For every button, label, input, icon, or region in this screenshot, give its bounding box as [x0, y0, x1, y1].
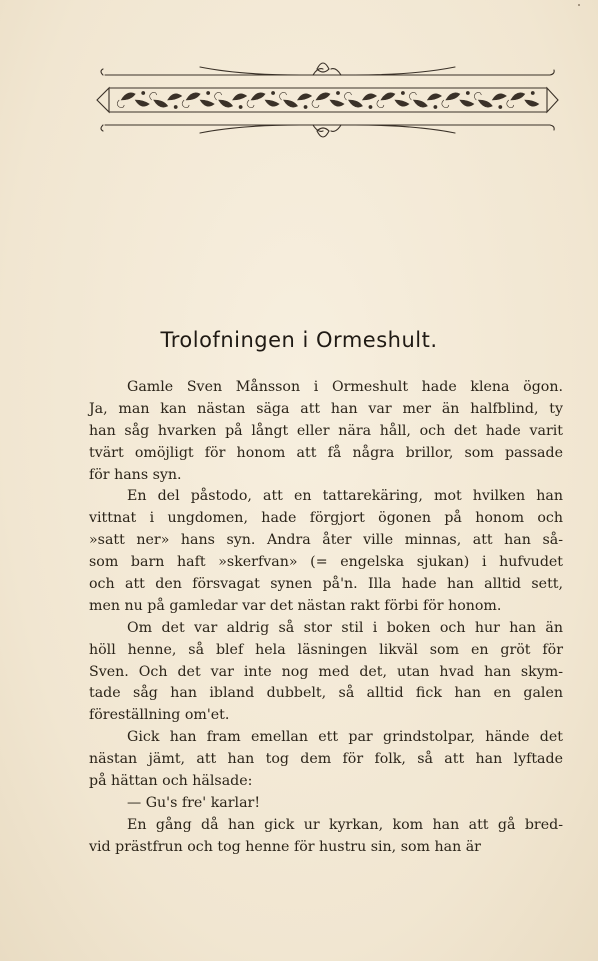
text-line: Gick han fram emellan ett par grindstolpar, hände det	[127, 729, 563, 746]
leaf-motif-icon	[409, 92, 441, 108]
paragraph	[89, 618, 563, 727]
text-line: för hans syn.	[89, 466, 182, 483]
leaf-motif-icon	[442, 91, 474, 107]
leaf-motif-icon	[280, 92, 312, 108]
chapter-title: Trolofningen i Ormeshult.	[160, 328, 438, 352]
leaf-motif-icon	[150, 92, 182, 108]
paragraph	[89, 793, 563, 815]
text-line: En gång då han gick ur kyrkan, kom han att gå bred-	[127, 816, 563, 833]
text-line: vittnat i ungdomen, hade förgjort ögonen på honom och	[89, 510, 563, 527]
text-line: tade såg han ibland dubbelt, så alltid fick han en galen	[89, 685, 563, 702]
leaf-motif-icon	[117, 91, 149, 107]
text-line: »satt ner» hans syn. Andra åter ville minnas, att han så-	[89, 532, 563, 549]
text-line: nästan jämt, att han tog dem för folk, så att han lyftade	[89, 751, 563, 768]
paragraph	[89, 377, 563, 486]
leaf-motif-icon	[182, 91, 214, 107]
text-line: och att den försvagat synen på'n. Illa hade han alltid sett,	[89, 576, 563, 593]
leaf-motif-icon	[215, 92, 247, 108]
body-text	[89, 377, 563, 859]
text-line: han såg hvarken på långt eller nära håll, och det hade varit	[89, 422, 563, 439]
leaf-motif-icon	[312, 91, 344, 107]
paragraph	[89, 727, 563, 793]
text-line: på hättan och hälsade:	[89, 773, 253, 790]
text-line: Gamle Sven Månsson i Ormeshult hade klena ögon.	[127, 379, 563, 395]
text-line: föreställning om'et.	[89, 707, 230, 724]
leaf-motif-icon	[507, 91, 539, 107]
text-line: Om det var aldrig så stor stil i boken och hur han än	[127, 619, 563, 636]
text-line: En del påstodo, att en tattarekäring, mot hvilken han	[127, 488, 563, 505]
text-line: höll henne, så blef hela läsningen likväl som en gröt för	[89, 641, 563, 658]
text-line: Sven. Och det var inte nog med det, utan hvad han skym-	[89, 663, 563, 680]
text-line: som barn haft »skerfvan» (= engelska sjukan) i hufvudet	[89, 554, 563, 571]
text-line: — Gu's fre' karlar!	[127, 794, 261, 811]
leaf-motif-icon	[247, 91, 279, 107]
paper-speck	[578, 4, 580, 6]
leaf-motif-icon	[474, 92, 506, 108]
leaf-motif-icon	[377, 91, 409, 107]
paragraph	[89, 815, 563, 859]
paragraph	[89, 486, 563, 617]
floral-border-ornament-icon	[95, 55, 560, 145]
text-line: men nu på gamledar var det nästan rakt förbi för honom.	[89, 597, 502, 614]
leaf-motif-icon	[344, 92, 376, 108]
text-line: tvärt omöjligt för honom att få några brillor, som passade	[89, 444, 563, 461]
text-line: Ja, man kan nästan säga att han var mer än halfblind, ty	[89, 400, 563, 417]
text-line: vid prästfrun och tog henne för hustru sin, som han är	[89, 838, 481, 855]
